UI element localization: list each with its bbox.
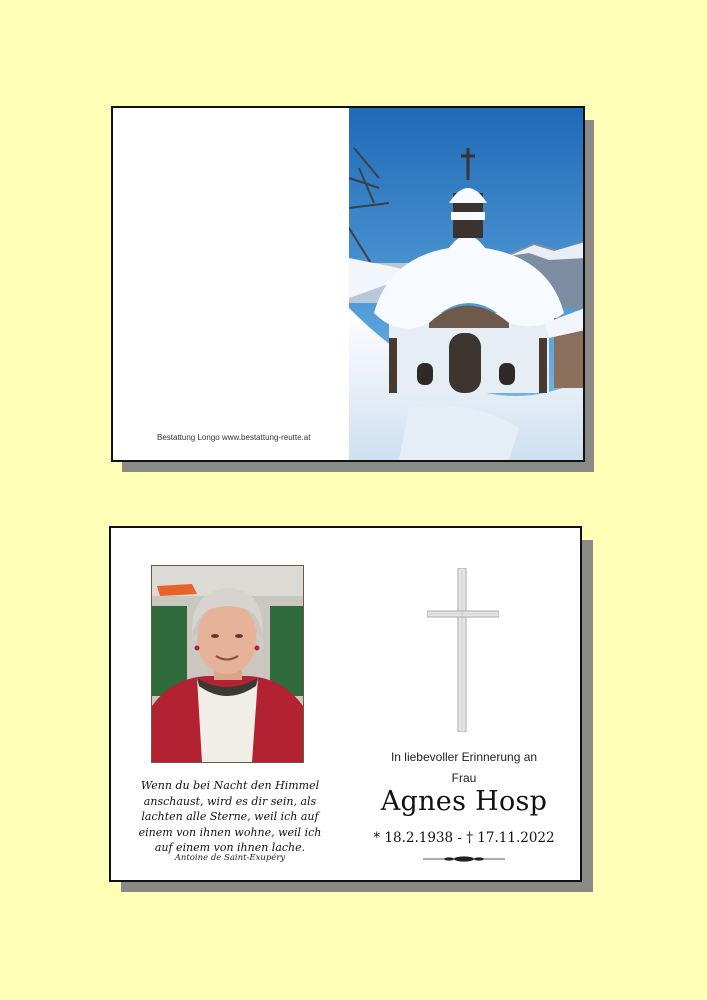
cross-icon — [427, 568, 499, 732]
publisher-text: Bestattung Longo www.bestattung-reutte.at — [157, 433, 311, 442]
life-dates: * 18.2.1938 - † 17.11.2022 — [373, 830, 555, 846]
front-card — [111, 106, 585, 462]
poem-line: Wenn du bei Nacht den Himmel — [140, 779, 320, 792]
ornament-divider-icon — [423, 855, 505, 863]
chapel-photo — [349, 108, 585, 460]
poem — [125, 778, 335, 856]
poem-author: Antoine de Saint-Exupéry — [174, 853, 286, 863]
honorific-title: Frau — [451, 771, 477, 785]
portrait-photo — [151, 565, 304, 763]
portrait-image — [152, 566, 303, 762]
poem-line: anschaust, wird es dir sein, als — [143, 794, 317, 808]
deceased-name: Agnes Hosp — [380, 786, 548, 817]
inside-card — [109, 526, 582, 882]
poem-line: auf einem von ihnen lache. — [154, 841, 306, 854]
poem-line: einem von ihnen wohne, weil ich — [138, 825, 322, 839]
memory-text: In liebevoller Erinnerung an — [390, 750, 538, 764]
poem-line: lachten alle Sterne, weil ich auf — [141, 810, 319, 823]
